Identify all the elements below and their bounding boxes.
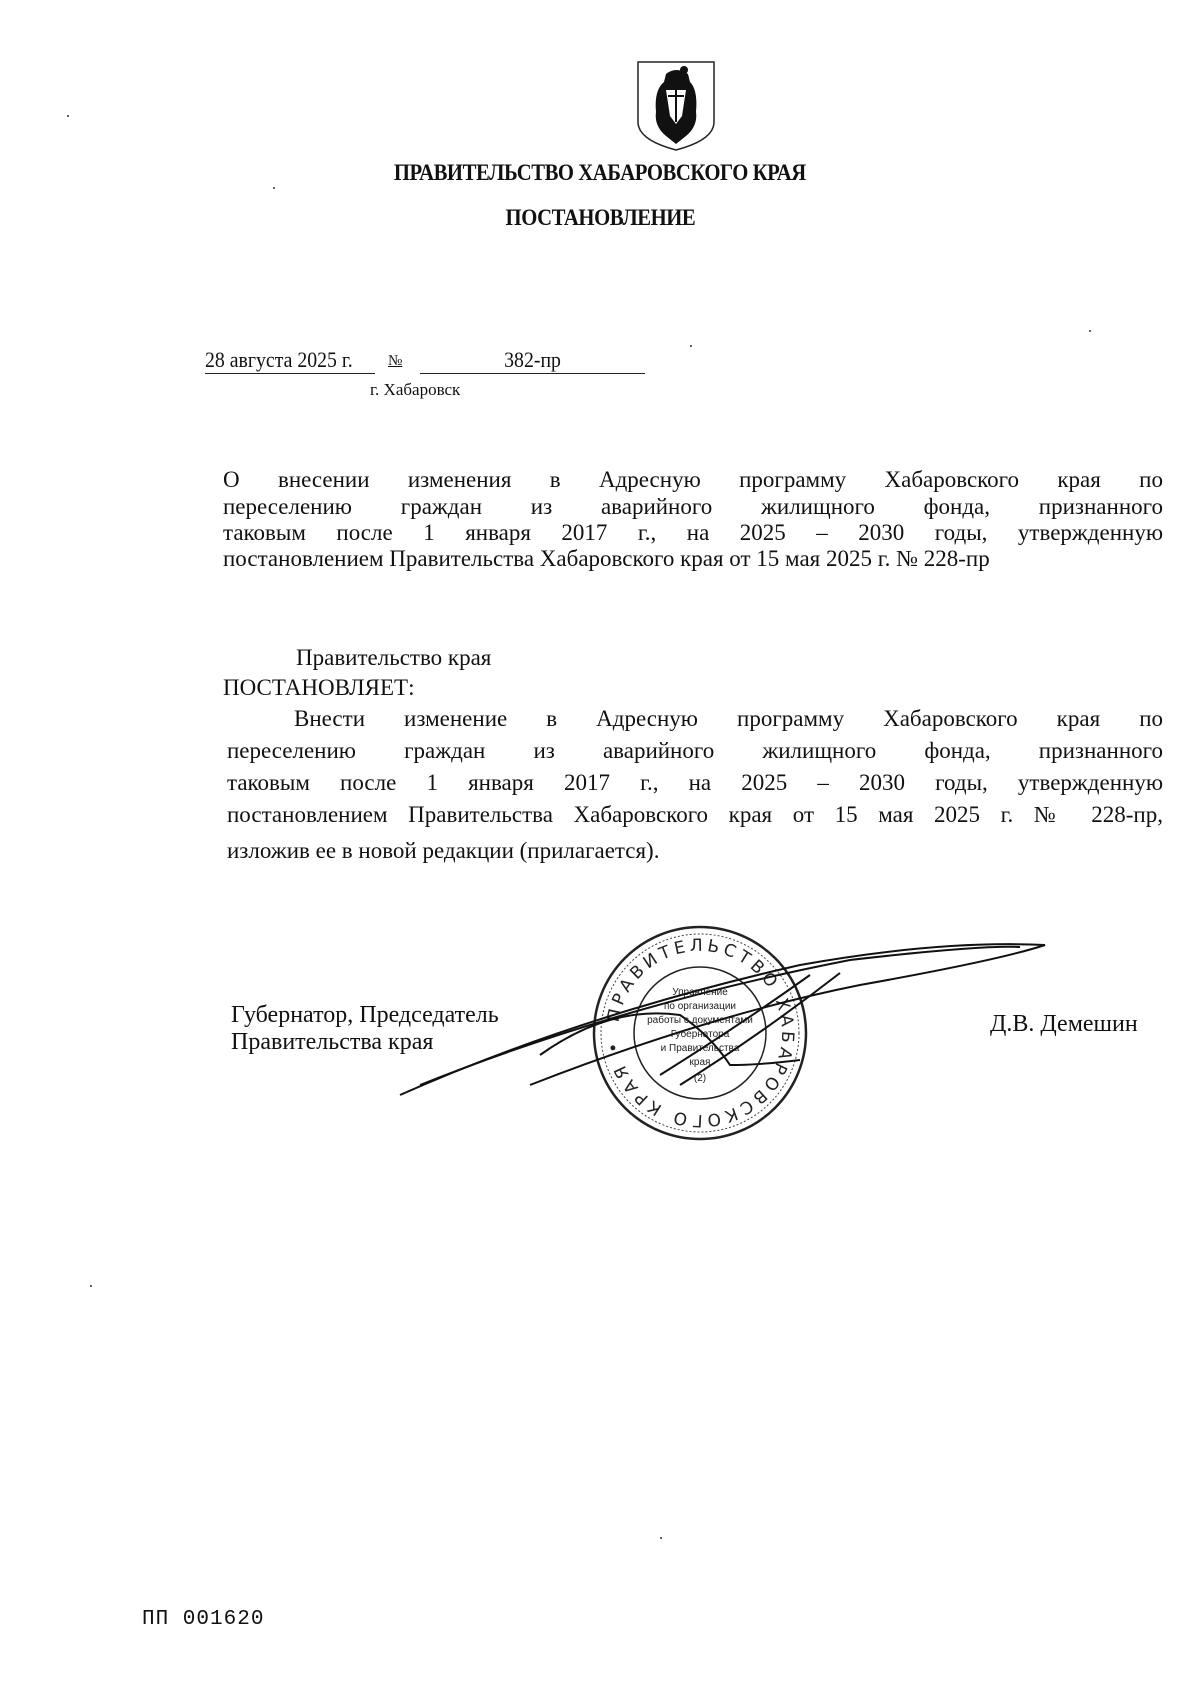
- decree-word: ПОСТАНОВЛЯЕТ:: [223, 675, 415, 700]
- scan-speck: [90, 1285, 92, 1287]
- document-city: г. Хабаровск: [370, 380, 461, 399]
- scan-speck: [67, 115, 69, 117]
- decree-line: переселению граждан из аварийного жилищного фонда, признанного: [227, 738, 1163, 763]
- svg-text:Управление: Управление: [672, 987, 728, 998]
- svg-text:по организации: по организации: [663, 1001, 737, 1012]
- position-line: Правительства края: [231, 1029, 434, 1055]
- subject-actor: Правительство края: [296, 645, 492, 670]
- svg-text:и Правительства: и Правительства: [660, 1043, 740, 1054]
- form-serial-number: ПП 001620: [142, 1608, 265, 1631]
- subject-line: постановлением Правительства Хабаровского края от 15 мая 2025 г. № 228-пр: [223, 546, 990, 571]
- svg-text:края: края: [689, 1057, 711, 1068]
- number-sign: №: [388, 353, 403, 369]
- scan-speck: [273, 187, 275, 189]
- svg-text:(2): (2): [693, 1073, 707, 1084]
- organization-title: ПРАВИТЕЛЬСТВО ХАБАРОВСКОГО КРАЯ: [394, 160, 806, 185]
- handwritten-signature: [380, 935, 1060, 1115]
- svg-text:ПРАВИТЕЛЬСТВО ХАБАРОВСКОГО КРА: ПРАВИТЕЛЬСТВО ХАБАРОВСКОГО КРАЯ •: [603, 935, 798, 1131]
- svg-text:Губернатора: Губернатора: [670, 1029, 730, 1040]
- document-type-title: ПОСТАНОВЛЕНИЕ: [505, 205, 695, 230]
- document-number: 382-пр: [420, 347, 645, 374]
- decree-line: постановлением Правительства Хабаровского края от 15 мая 2025 г. № 228-пр,: [227, 802, 1163, 827]
- signatory-name: Д.В. Демешин: [990, 1011, 1138, 1037]
- subject-line: таковым после 1 января 2017 г., на 2025 – 2030 годы, утвержденную: [223, 520, 1163, 545]
- subject-line: О внесении изменения в Адресную программу Хабаровского края по: [223, 467, 1163, 492]
- coat-of-arms-emblem: [636, 60, 716, 152]
- scan-speck: [690, 345, 692, 347]
- decree-line: Внести изменение в Адресную программу Хабаровского края по: [294, 706, 1163, 731]
- document-date: 28 августа 2025 г.: [205, 347, 375, 374]
- svg-text:работы с документами: работы с документами: [647, 1015, 753, 1026]
- decree-line: таковым после 1 января 2017 г., на 2025 – 2030 годы, утвержденную: [227, 770, 1163, 795]
- position-line: Губернатор, Председатель: [231, 1002, 499, 1028]
- scan-speck: [660, 1537, 662, 1539]
- scan-speck: [1089, 330, 1091, 332]
- subject-line: переселению граждан из аварийного жилищного фонда, признанного: [223, 494, 1163, 519]
- decree-line: изложив ее в новой редакции (прилагается).: [227, 838, 660, 863]
